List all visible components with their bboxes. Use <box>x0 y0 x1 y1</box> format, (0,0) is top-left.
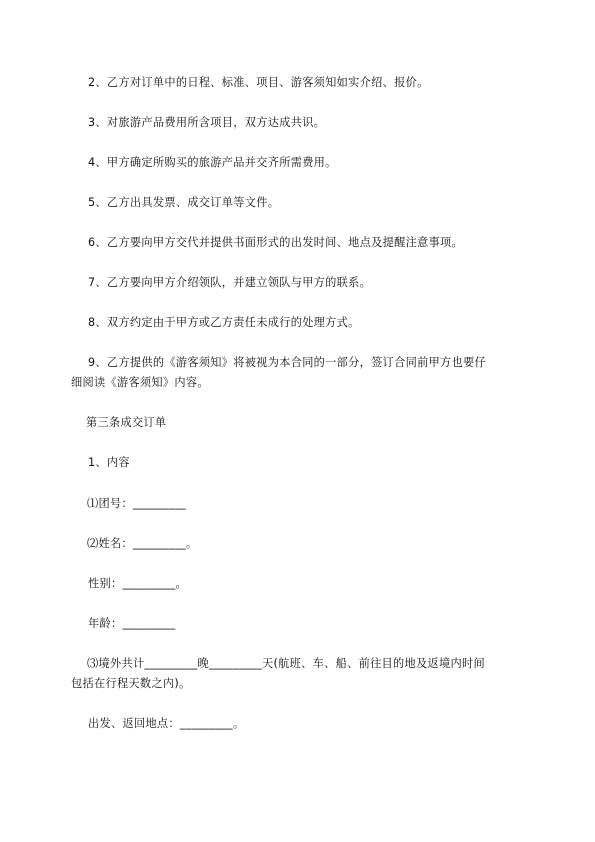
gender-field: 性别：_________。 <box>88 577 187 590</box>
clause-item-9-line-1: 9、乙方提供的《游客须知》将被视为本合同的一部分，签订合同前甲方也要仔 <box>88 356 486 369</box>
clause-item-2: 2、乙方对订单中的日程、标准、项目、游客须知如实介绍、报价。 <box>88 76 429 89</box>
departure-return-location-field: 出发、返回地点：_________。 <box>88 717 245 730</box>
clause-item-8: 8、双方约定由于甲方或乙方责任未成行的处理方式。 <box>88 316 360 329</box>
clause-item-9 <box>71 353 528 393</box>
age-field: 年龄：_________ <box>88 617 176 630</box>
overseas-duration-field <box>71 654 527 694</box>
name-field: ⑵姓名：_________。 <box>87 537 198 550</box>
clause-item-4: 4、甲方确定所购买的旅游产品并交齐所需费用。 <box>88 156 337 169</box>
overseas-duration-line-1: ⑶境外共计_________晚_________天(航班、车、船、前往目的地及返境内时间 <box>87 657 485 670</box>
clause-item-9-line-2: 细阅读《游客须知》内容。 <box>71 376 209 389</box>
section-title: 第三条成交订单 <box>86 416 167 429</box>
group-number-field: ⑴团号：_________ <box>87 497 186 510</box>
clause-item-6: 6、乙方要向甲方交代并提供书面形式的出发时间、地点及提醒注意事项。 <box>88 236 464 249</box>
clause-item-5: 5、乙方出具发票、成交订单等文件。 <box>88 196 280 209</box>
clause-item-7: 7、乙方要向甲方介绍领队，并建立领队与甲方的联系。 <box>88 276 372 289</box>
sub-title-content: 1、内容 <box>88 456 130 469</box>
overseas-duration-line-2: 包括在行程天数之内)。 <box>71 677 191 690</box>
clause-item-3: 3、对旅游产品费用所含项目，双方达成共识。 <box>88 116 326 129</box>
